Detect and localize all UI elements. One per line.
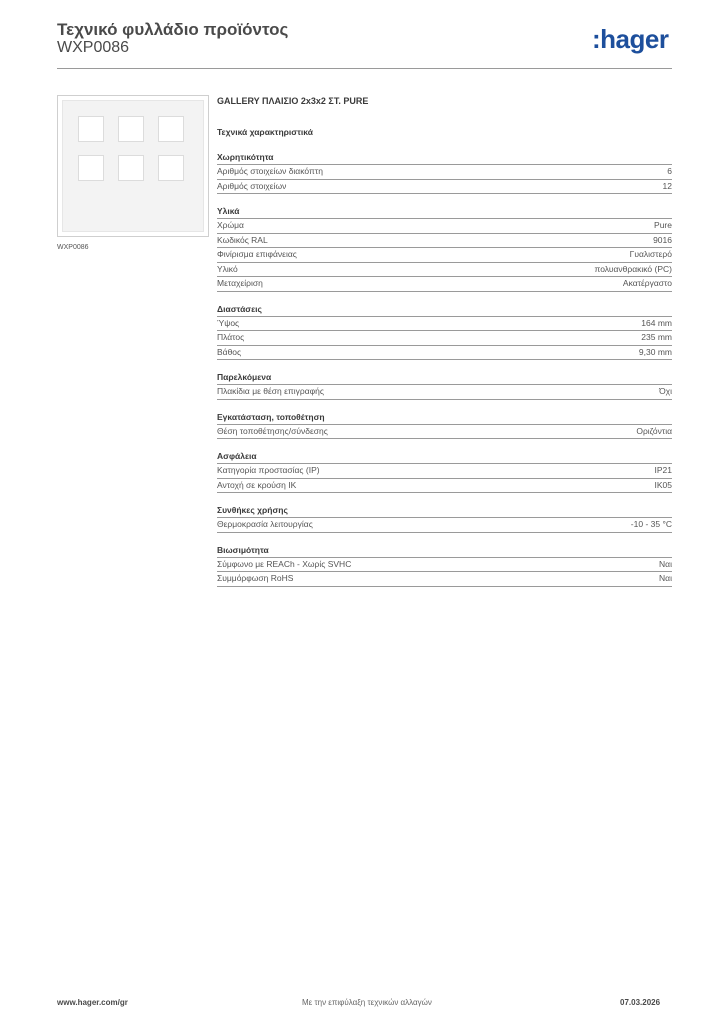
section-title: Διαστάσεις xyxy=(217,304,672,317)
spec-label: Αντοχή σε κρούση IK xyxy=(217,479,297,490)
spec-value: Ναι xyxy=(659,558,672,569)
spec-content xyxy=(217,96,672,587)
spec-label: Αριθμός στοιχείων xyxy=(217,180,287,191)
module-opening xyxy=(158,155,184,181)
section-title: Βιωσιμότητα xyxy=(217,545,672,558)
spec-section xyxy=(217,152,672,194)
header-divider xyxy=(57,68,672,69)
spec-value: Γυαλιστερό xyxy=(629,249,672,259)
spec-label: Κωδικός RAL xyxy=(217,234,268,245)
image-caption: WXP0086 xyxy=(57,244,89,251)
hager-logo: :hager xyxy=(592,24,669,54)
spec-section xyxy=(217,412,672,440)
spec-row xyxy=(217,219,672,234)
spec-row xyxy=(217,165,672,180)
spec-section xyxy=(217,372,672,400)
spec-sections xyxy=(217,152,672,587)
spec-label: Συμμόρφωση RoHS xyxy=(217,573,294,583)
spec-value: IP21 xyxy=(654,465,672,475)
spec-label: Χρώμα xyxy=(217,220,244,230)
spec-value: 12 xyxy=(662,180,672,191)
spec-label: Πλακίδια με θέση επιγραφής xyxy=(217,386,324,396)
spec-row xyxy=(217,464,672,479)
spec-value: -10 - 35 °C xyxy=(630,519,672,529)
spec-label: Βάθος xyxy=(217,346,242,357)
spec-row xyxy=(217,331,672,346)
product-image xyxy=(57,95,209,237)
spec-value: 235 mm xyxy=(641,332,672,342)
document-title: Τεχνικό φυλλάδιο προϊόντος xyxy=(57,20,289,39)
technical-characteristics-heading: Τεχνικά χαρακτηριστικά xyxy=(217,127,313,137)
module-opening xyxy=(78,155,104,181)
spec-row xyxy=(217,385,672,400)
spec-label: Φινίρισμα επιφάνειας xyxy=(217,249,297,259)
spec-label: Ύψος xyxy=(217,317,240,328)
spec-row xyxy=(217,558,672,573)
spec-label: Μεταχείριση xyxy=(217,278,263,288)
spec-value: 9,30 mm xyxy=(638,346,672,357)
spec-label: Θέση τοποθέτησης/σύνδεσης xyxy=(217,425,328,436)
spec-row xyxy=(217,518,672,533)
spec-row xyxy=(217,346,672,361)
spec-value: Ναι xyxy=(659,573,672,583)
frame-plate-illustration xyxy=(62,100,204,232)
spec-value: 9016 xyxy=(653,234,672,245)
spec-value: Ακατέργαστο xyxy=(622,278,672,288)
spec-value: Pure xyxy=(654,220,672,230)
module-opening xyxy=(158,116,184,142)
spec-row xyxy=(217,234,672,249)
spec-row xyxy=(217,263,672,278)
product-code: WXP0086 xyxy=(57,39,130,56)
spec-label: Κατηγορία προστασίας (IP) xyxy=(217,465,320,475)
spec-value: 164 mm xyxy=(641,317,672,328)
spec-section xyxy=(217,304,672,361)
spec-value: Οριζόντια xyxy=(636,425,672,436)
spec-value: Όχι xyxy=(659,386,672,396)
spec-section xyxy=(217,206,672,292)
spec-value: 6 xyxy=(667,166,672,176)
spec-row xyxy=(217,479,672,494)
spec-label: Αριθμός στοιχείων διακόπτη xyxy=(217,166,323,176)
spec-section xyxy=(217,545,672,587)
spec-row xyxy=(217,248,672,263)
section-title: Εγκατάσταση, τοποθέτηση xyxy=(217,412,672,425)
section-title: Χωρητικότητα xyxy=(217,152,672,165)
spec-row xyxy=(217,277,672,292)
spec-row xyxy=(217,425,672,440)
section-title: Ασφάλεια xyxy=(217,451,672,464)
spec-label: Πλάτος xyxy=(217,332,245,342)
spec-value: IK05 xyxy=(654,479,672,490)
footer-notice: Με την επιφύλαξη τεχνικών αλλαγών xyxy=(302,998,432,1007)
footer-date: 07.03.2026 xyxy=(620,998,661,1007)
spec-label: Υλικό xyxy=(217,263,238,274)
spec-row xyxy=(217,572,672,587)
module-opening xyxy=(78,116,104,142)
section-title: Συνθήκες χρήσης xyxy=(217,505,672,518)
spec-label: Θερμοκρασία λειτουργίας xyxy=(217,519,313,529)
footer-website: www.hager.com/gr xyxy=(57,998,128,1007)
module-opening xyxy=(118,155,144,181)
spec-section xyxy=(217,505,672,533)
module-opening xyxy=(118,116,144,142)
section-title: Παρελκόμενα xyxy=(217,372,672,385)
product-name: GALLERY ΠΛΑΙΣΙΟ 2x3x2 ΣΤ. PURE xyxy=(217,96,369,106)
spec-row xyxy=(217,180,672,195)
spec-value: πολυανθρακικό (PC) xyxy=(594,263,672,274)
spec-section xyxy=(217,451,672,493)
section-title: Υλικά xyxy=(217,206,672,219)
spec-label: Σύμφωνο με REACh - Χωρίς SVHC xyxy=(217,558,352,569)
spec-row xyxy=(217,317,672,332)
